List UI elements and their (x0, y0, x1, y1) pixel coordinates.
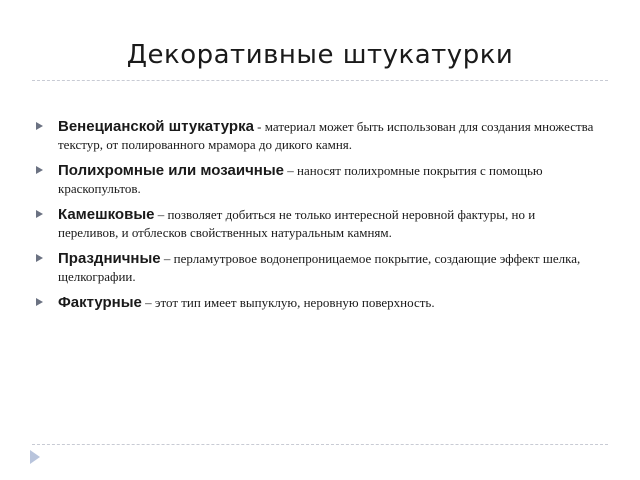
bullet-term: Фактурные (58, 294, 142, 311)
slide-title: Декоративные штукатурки (126, 40, 514, 70)
bullet-term: Полихромные или мозаичные (58, 162, 285, 179)
list-item (36, 294, 596, 312)
triangle-bullet-icon (36, 254, 43, 262)
bullet-description: – перламутровое водонепроницаемое покрытие, создающие эффект шелка, щелкографии. (58, 251, 581, 284)
bullet-list (36, 118, 596, 320)
title-divider (32, 80, 608, 81)
bullet-description: – этот тип имеет выпуклую, неровную поверхность. (141, 295, 435, 310)
bullet-description: – позволяет добиться не только интересной неровной фактуры, но и переливов, и отблесков свойственных натуральным камням. (58, 207, 536, 240)
bullet-description: - материал может быть использован для создания множества текстур, от полированного мрамора до дикого камня. (58, 119, 594, 152)
triangle-bullet-icon (36, 122, 43, 130)
list-item (36, 206, 596, 242)
next-slide-arrow-icon[interactable] (30, 450, 40, 464)
bullet-term: Праздничные (58, 250, 161, 267)
bullet-term: Камешковые (58, 206, 155, 223)
footer-divider (32, 444, 608, 445)
triangle-bullet-icon (36, 166, 43, 174)
list-item (36, 162, 596, 198)
bullet-term: Венецианской штукатурка (58, 118, 254, 135)
bullet-description: – наносят полихромные покрытия с помощью краскопультов. (58, 163, 543, 196)
triangle-bullet-icon (36, 298, 43, 306)
list-item (36, 250, 596, 286)
triangle-bullet-icon (36, 210, 43, 218)
list-item (36, 118, 596, 154)
